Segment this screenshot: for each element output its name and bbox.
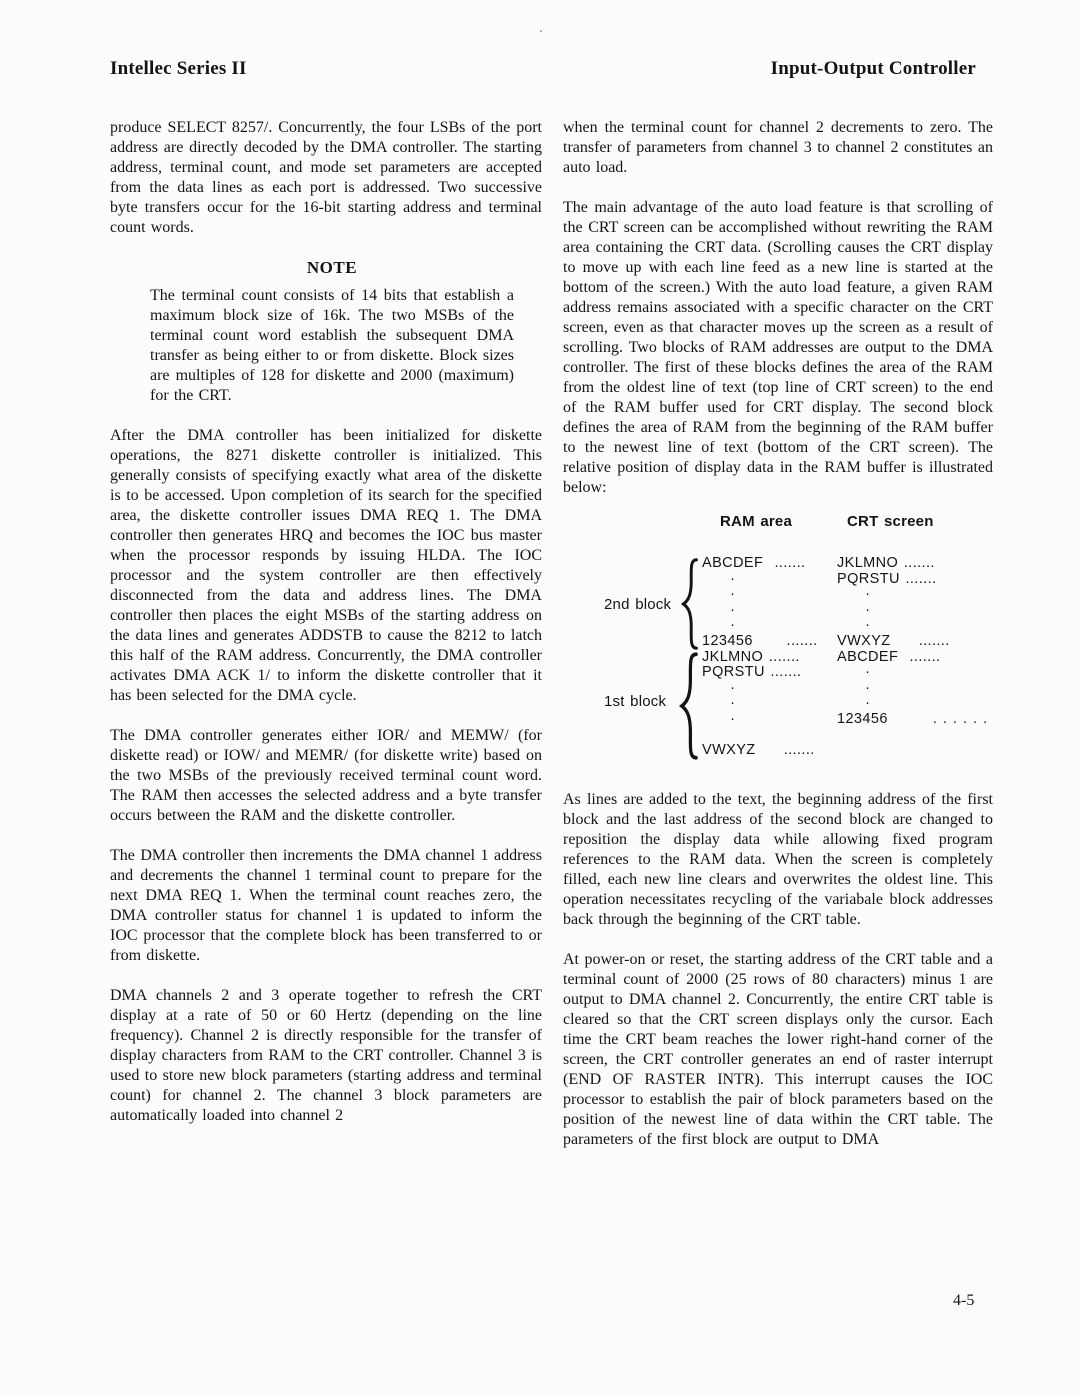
crt-row: PQRSTU ....... [837,570,937,587]
ram-row [702,728,818,744]
crt-row: · [837,586,871,603]
paragraph: As lines are added to the text, the beginning address of the first block and the last address of the second block are changed to reposition the display data while allowing fixed program references to the RAM data. When the screen is completely filled, each new line clears and overwrites the oldest line. This operation necessitates recycling of the variabale block addresses back through the beginning of the CRT table. [563,791,993,928]
paragraph: The main advantage of the auto load feature is that scrolling of the CRT screen can be accomplished without rewriting the RAM area containing the CRT data. (Scrolling causes the CRT display to move up with each line feed as a new line is started at the bottom of the screen.) With the auto load feature, a given RAM address remains associated with a specific character on the CRT screen, even as that character moves up the screen as a result of scrolling. Two blocks of RAM addresses are output to the DMA controller. The first of these blocks defines the area of the RAM from the oldest line of text (top line of CRT screen) to the end of the RAM buffer used for CRT display. The second block defines the area of RAM from the beginning of the RAM buffer to the newest line of text (bottom of the CRT screen). The relative position of display data in the RAM buffer is illustrated below: [563,199,993,496]
ram-crt-diagram [563,512,993,774]
paragraph: The DMA controller then increments the DMA channel 1 address and decrements the channel 1 terminal count to prepare for the next DMA REQ 1. When the terminal count reaches zero, the DMA controller status for channel 1 is updated to inform the IOC processor that the complete block has been transferred to or from diskette. [110,847,542,964]
diagram-ram-header: RAM area [720,513,792,530]
header-left: Intellec Series II [110,58,247,79]
paragraph: The DMA controller generates either IOR/ and MEMW/ (for diskette read) or IOW/ and MEMR/ (for diskette write) based on the two MSBs of the previously received terminal count word. The RAM then accesses the selected address and a byte transfer occurs between the RAM and the diskette controller. [110,727,542,824]
ram-row: · [702,695,736,712]
crt-row: JKLMNO ....... [837,555,935,571]
diagram-crt-header: CRT screen [847,513,934,530]
crt-row: ABCDEF ....... [837,648,941,665]
crt-row: · [837,679,871,696]
ram-row: ABCDEF ....... [702,555,806,571]
paragraph: DMA channels 2 and 3 operate together to refresh the CRT display at a rate of 50 or 60 Hertz (depending on the line frequency). Channel 2 is directly responsible for the transfer of display characters from RAM to the CRT controller. Channel 3 is used to store new block parameters (starting address and terminal count) for channel 2. The channel 3 block parameters are automatically loaded into channel 2 [110,987,542,1124]
paragraph: when the terminal count for channel 2 decrements to zero. The transfer of parameters from channel 3 to channel 2 constitutes an auto load. [563,119,993,176]
note-heading: NOTE [306,258,358,277]
ram-row: VWXYZ ....... [702,742,815,759]
crt-screen-column [837,556,988,759]
first-block-label: 1st block [604,693,667,710]
ram-area-column [702,556,818,759]
second-block-brace [680,557,699,651]
header-right: Input-Output Controller [770,58,976,79]
second-block-label: 2nd block [604,596,672,613]
ram-row: PQRSTU ....... [702,664,802,681]
left-column [110,118,542,1126]
paragraph: produce SELECT 8257/. Concurrently, the four LSBs of the port address are directly decoded by the DMA controller. The starting address, terminal count, and mode set parameters are accepted from the data lines as each port is addressed. Two successive byte transfers occur for the 16-bit starting address and terminal count words. [110,119,542,236]
ram-row: JKLMNO ....... [702,648,800,665]
ram-row: · [702,570,736,587]
crt-row: · [837,601,871,618]
crt-row: · [837,695,871,712]
paragraph: At power-on or reset, the starting address of the CRT table and a terminal count of 2000 (25 rows of 80 characters) minus 1 are output to DMA channel 2. Concurrently, the entire CRT table is cleared so that the CRT screen displays only the cursor. Each time the CRT beam reaches the lower right-hand corner of the screen, the CRT controller generates an end of raster interrupt (END OF RASTER INTR). This interrupt causes the IOC processor to establish the pair of block parameters based on the position of the newest line of data within the CRT table. The parameters of the first block are output to DMA [563,951,993,1148]
ram-row: · [702,679,736,696]
right-column [563,118,993,1150]
ram-row: · [702,710,736,727]
paragraph: After the DMA controller has been initialized for diskette operations, the 8271 diskette controller is initialized. This generally consists of specifying exactly what area of the diskette is to be accessed. Upon completion of its search for the specified area, the diskette controller issues DMA REQ 1. The DMA controller then generates HRQ and becomes the IOC bus master when the processor responds by issuing HLDA. The IOC processor and the system controller are then effectively disconnected from the data and address lines. The DMA controller then places the eight MSBs of the starting address on the data lines and generates ADDSTB to cause the 8212 to latch this half of the RAM address. Concurrently, the DMA controller activates DMA ACK 1/ to inform the diskette controller that it has been selected for the DMA cycle. [110,427,542,704]
ram-row: 123456 ....... [702,632,818,649]
crt-row: 123456 . . . . . . [837,710,988,727]
crt-row: VWXYZ ....... [837,632,950,649]
crt-row [837,743,988,759]
ram-row: · [702,586,736,603]
first-block-brace [678,651,699,761]
ram-row: · [702,601,736,618]
page-number: 4-5 [953,1292,975,1309]
crt-row: · [837,664,871,681]
crt-row: · [837,617,871,634]
note-body: The terminal count consists of 14 bits that establish a maximum block size of 16k. The two MSBs of the terminal count word establish the subsequent DMA transfer as being either to or from diskette. Block sizes are multiples of 128 for diskette and 2000 (maximum) for the CRT. [150,287,514,404]
scan-artifact [540,30,542,32]
crt-row [837,728,988,744]
ram-row: · [702,617,736,634]
